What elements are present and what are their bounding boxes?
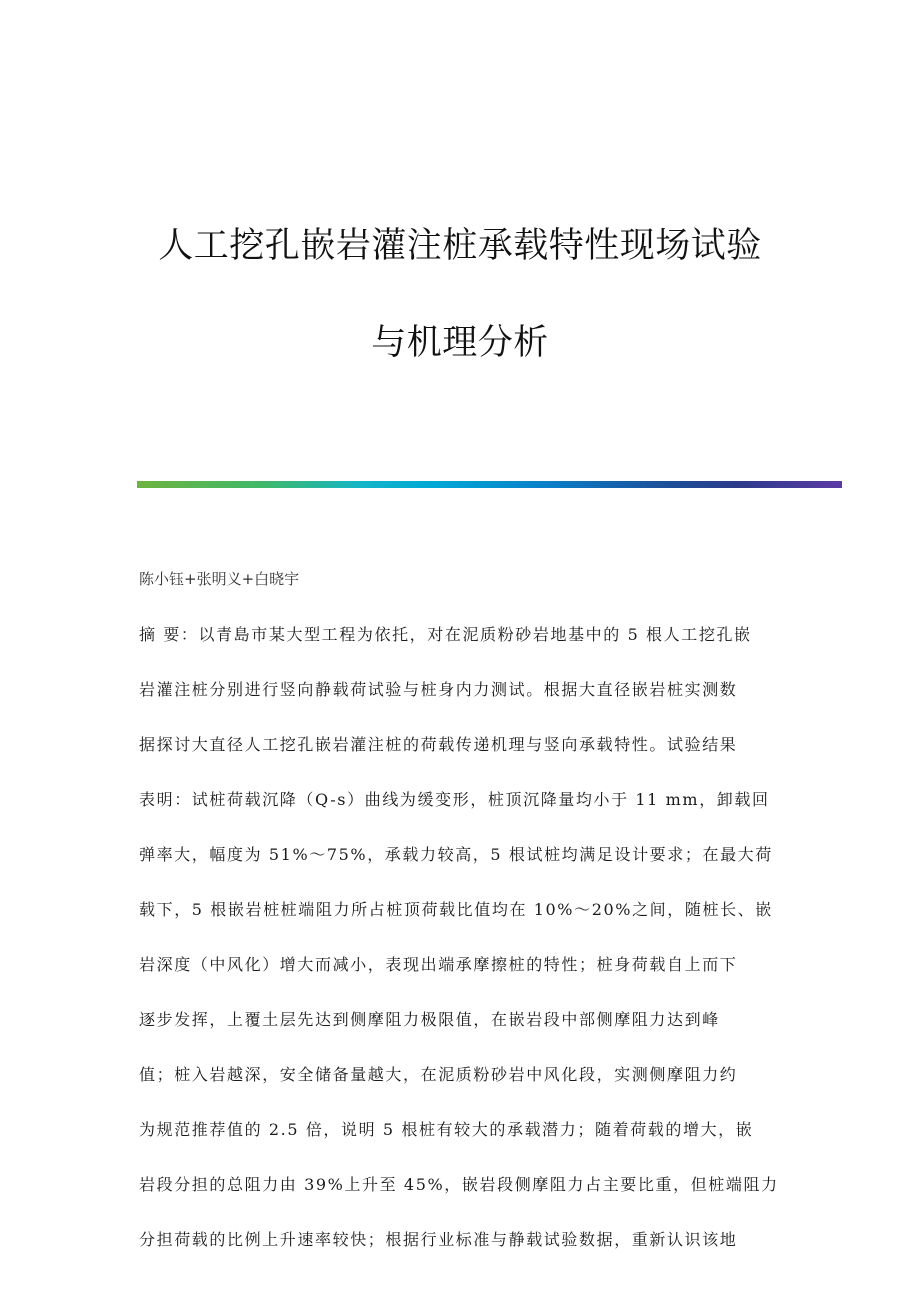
abstract-line: 逐步发挥，上覆土层先达到侧摩阻力极限值，在嵌岩段中部侧摩阻力达到峰 xyxy=(139,1010,720,1029)
abstract-line: 岩段分担的总阻力由 39%上升至 45%，嵌岩段侧摩阻力占主要比重，但桩端阻力 xyxy=(139,1175,779,1194)
document-title-line-1: 人工挖孔嵌岩灌注桩承载特性现场试验 xyxy=(158,226,762,266)
authors: 陈小钰+张明义+白晓宇 xyxy=(139,570,300,588)
document-title-line-2: 与机理分析 xyxy=(371,323,549,363)
abstract-line: 分担荷载的比例上升速率较快；根据行业标准与静载试验数据，重新认识该地 xyxy=(139,1230,738,1249)
abstract xyxy=(139,622,779,1282)
abstract-line: 据探讨大直径人工挖孔嵌岩灌注桩的荷载传递机理与竖向承载特性。试验结果 xyxy=(139,735,738,754)
abstract-line: 岩灌注桩分别进行竖向静载荷试验与桩身内力测试。根据大直径嵌岩桩实测数 xyxy=(139,680,738,699)
abstract-line: 岩深度（中风化）增大而减小，表现出端承摩擦桩的特性；桩身荷载自上而下 xyxy=(139,955,738,974)
gradient-divider xyxy=(137,481,842,488)
abstract-line: 值；桩入岩越深，安全储备量越大，在泥质粉砂岩中风化段，实测侧摩阻力约 xyxy=(139,1065,738,1084)
abstract-line: 表明：试桩荷载沉降（Q-s）曲线为缓变形，桩顶沉降量均小于 11 mm，卸载回 xyxy=(139,790,770,809)
abstract-line: 为规范推荐值的 2.5 倍，说明 5 根桩有较大的承载潜力；随着荷载的增大，嵌 xyxy=(139,1120,754,1139)
abstract-line: 摘 要：以青島市某大型工程为依托，对在泥质粉砂岩地基中的 5 根人工挖孔嵌 xyxy=(139,625,752,644)
abstract-line: 载下，5 根嵌岩桩桩端阻力所占桩顶荷载比值均在 10%～20%之间，随桩长、嵌 xyxy=(139,900,773,919)
abstract-line: 弹率大，幅度为 51%～75%，承载力较高，5 根试桩均满足设计要求；在最大荷 xyxy=(139,845,773,864)
